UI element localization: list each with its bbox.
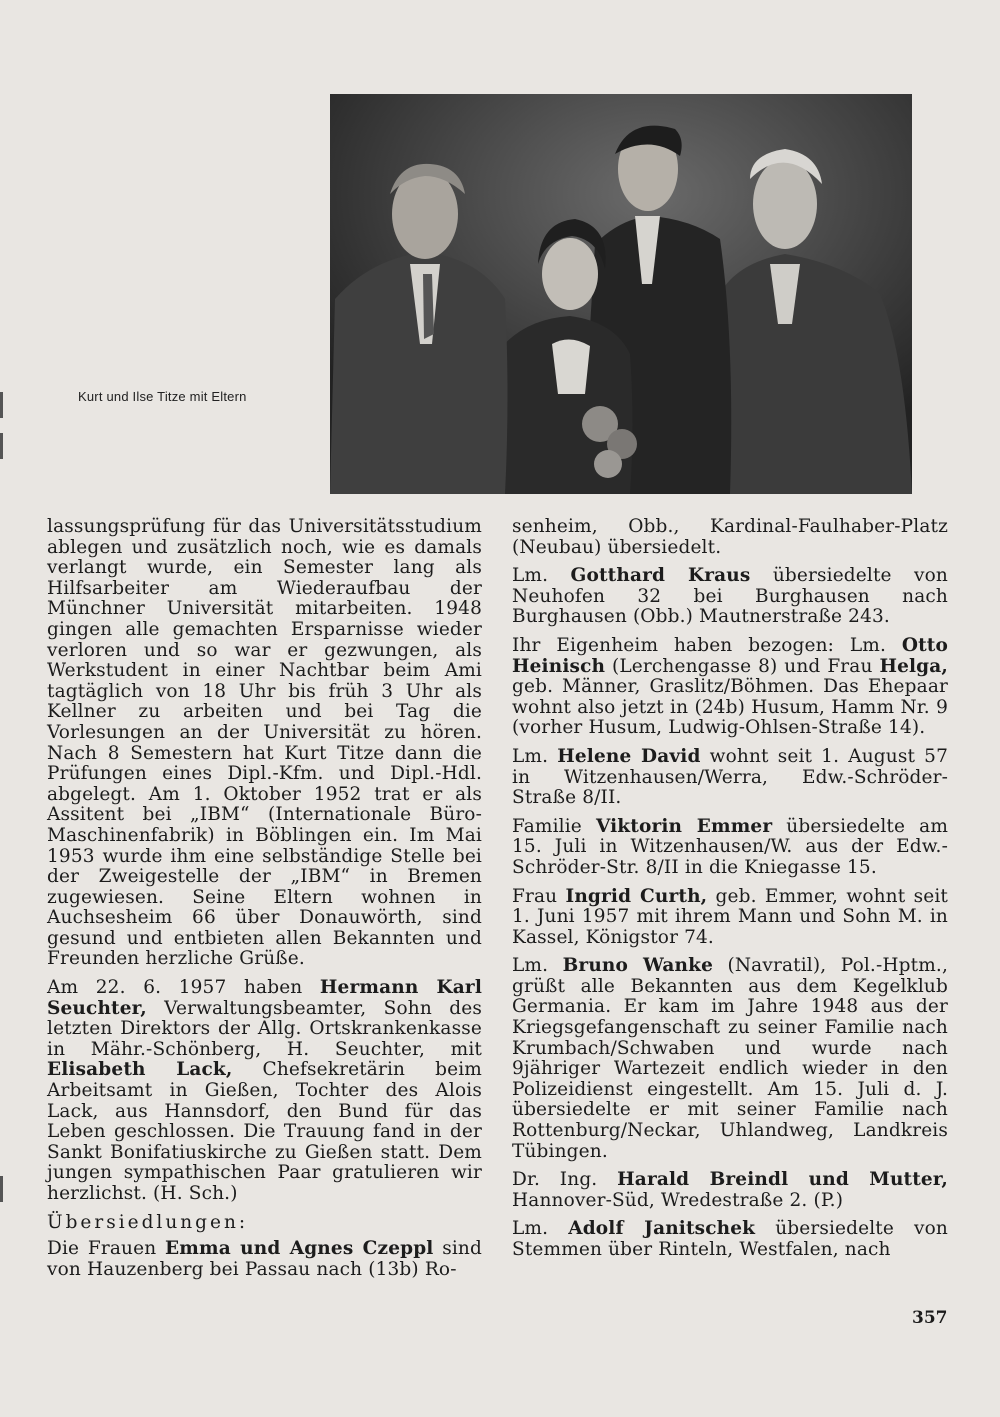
text-run: Ihr Eigenheim haben bezogen: Lm. — [512, 634, 902, 656]
person-name: Emma und Agnes Czeppl — [165, 1238, 434, 1260]
text-run: (Lerchengasse 8) und Frau — [605, 655, 880, 677]
left-column — [47, 517, 482, 1288]
person-name: Helga, — [879, 655, 948, 677]
paragraph-david — [512, 747, 948, 809]
text-run: Verwaltungsbeamter, Sohn des letzten Direktors der Allg. Ortskrankenkasse in Mähr.-Schönberg, H. Seuchter, mit — [47, 997, 482, 1060]
text-run: übersiedelte von Neuhofen 32 bei Burghausen nach Burghausen (Obb.) Mautnerstraße 243. — [512, 565, 948, 628]
text-run: (Navratil), Pol.-Hptm., grüßt alle Bekannten aus dem Kegelklub Germania. Er kam im Jahre 1948 aus der Kriegsgefangenschaft zu seiner Familie nach Krumbach/Schwaben und wurde nach 9jähriger Wartezeit endlich wieder in den Polizeidienst eingestellt. Am 15. Juli d. J. übersiedelte er mit seiner Familie nach Rottenburg/Neckar, Uhlandweg, Landkreis Tübingen. — [512, 955, 948, 1162]
text-run: übersiedelte von Stemmen über Rinteln, Westfalen, nach — [512, 1218, 948, 1260]
paragraph-heinisch — [512, 636, 948, 739]
text-run: Frau — [512, 885, 566, 907]
text-run: geb. Emmer, wohnt seit 1. Juni 1957 mit ihrem Mann und Sohn M. in Kassel, Königstor 74. — [512, 885, 949, 948]
scan-edge-mark — [0, 392, 3, 418]
section-heading: Übersiedlungen: — [47, 1211, 249, 1233]
text-run: Familie — [512, 815, 596, 837]
person-name: Gotthard Kraus — [570, 565, 751, 587]
person-name: Ingrid Curth, — [565, 885, 708, 907]
text-run: Lm. — [512, 1218, 569, 1240]
text-run: sind von Hauzenberg bei Passau nach (13b) Ro- — [47, 1238, 482, 1280]
text-run: Lm. — [512, 565, 571, 587]
text-run: Dr. Ing. — [512, 1169, 618, 1191]
paragraph-czeppl — [47, 1239, 482, 1280]
person-name: Elisabeth Lack, — [47, 1059, 233, 1081]
paragraph-seuchter-lack — [47, 978, 482, 1205]
text-run: Hannover-Süd, Wredestraße 2. (P.) — [512, 1189, 844, 1211]
photo-caption: Kurt und Ilse Titze mit Eltern — [78, 389, 247, 404]
person-name: Hermann Karl Seuchter, — [47, 977, 482, 1019]
person-name: Otto Heinisch — [512, 634, 948, 677]
text-run: Lm. — [512, 745, 558, 767]
paragraph-curth — [512, 887, 948, 949]
person-name: Adolf Janitschek — [568, 1218, 756, 1240]
text-run: Chefsekretärin beim Arbeitsamt in Gießen, Tochter des Alois Lack, aus Hannsdorf, den Bund für das Leben geschlossen. Die Trauung fand in der Sankt Bonifatiuskirche zu Gießen statt. Dem jungen sympathischen Paar gratulieren wir herzlichst. (H. Sch.) — [47, 1059, 482, 1204]
page-number: 357 — [912, 1308, 948, 1328]
person-name: Helene David — [557, 745, 701, 767]
paragraph-breindl — [512, 1170, 948, 1211]
scan-edge-mark — [0, 433, 3, 459]
paragraph-titze: lassungsprüfung für das Universitätsstudium ablegen und zusätzlich noch, wie es damals verlangt wurde, ein Semester lang als Hilfsarbeiter am Wiederaufbau der Münchner Universität mitarbeiten. 1948 gingen alle gemachten Ersparnisse wieder verloren und so war er gezwungen, als Werkstudent in einer Nachtbar beim Ami tagtäglich von 18 Uhr bis früh 3 Uhr als Kellner zu arbeiten und bei Tag die Vorlesungen an der Universität zu hören. Nach 8 Semestern hat Kurt Titze dann die Prüfungen eines Dipl.-Kfm. und Dipl.-Hdl. abgelegt. Am 1. Oktober 1952 trat er als Assitent bei „IBM“ (Internationale Büro-Maschinenfabrik) in Böblingen ein. Im Mai 1953 wurde ihm eine selbständige Stelle bei der Zweigestelle der „IBM“ in Bremen zugewiesen. Seine Eltern wohnen in Auchsesheim 66 über Donauwörth, sind gesund und entbieten allen Bekannten und Freunden herzliche Grüße. — [47, 516, 482, 970]
text-run: Die Frauen — [47, 1238, 165, 1260]
text-run: Am 22. 6. 1957 haben — [47, 977, 320, 999]
person-name: Harald Breindl und Mutter, — [617, 1169, 948, 1191]
family-photo-illustration — [330, 94, 912, 494]
paragraph-kraus — [512, 566, 948, 628]
person-name: Viktorin Emmer — [595, 815, 773, 837]
paragraph-wanke — [512, 956, 948, 1162]
scan-edge-mark — [0, 1176, 3, 1202]
person-name: Bruno Wanke — [562, 955, 713, 977]
text-run: übersiedelte am 15. Juli in Witzenhausen/W. aus der Edw.-Schröder-Str. 8/II in die Kniegasse 15. — [512, 815, 949, 878]
paragraph-emmer — [512, 817, 948, 879]
paragraph-rosenheim: senheim, Obb., Kardinal-Faulhaber-Platz (Neubau) übersiedelt. — [512, 516, 948, 558]
family-photo — [330, 94, 912, 494]
text-run: Lm. — [512, 955, 563, 977]
paragraph-janitschek — [512, 1219, 948, 1260]
text-run: geb. Männer, Graslitz/Böhmen. Das Ehepaar wohnt also jetzt in (24b) Husum, Hamm Nr. 9 (vorher Husum, Ludwig-Ohlsen-Straße 14). — [512, 676, 948, 739]
right-column — [512, 517, 948, 1269]
text-run: wohnt seit 1. August 57 in Witzenhausen/Werra, Edw.-Schröder-Straße 8/II. — [512, 745, 948, 809]
